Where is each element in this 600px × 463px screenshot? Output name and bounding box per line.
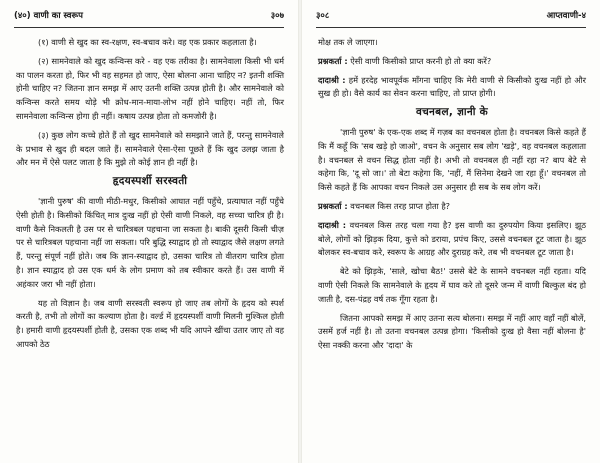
answer-text: हमें हरदेह भावपूर्वक माँगना चाहिए कि मेरी वाणी से किसीको दुःख नहीं हो और सुख ही हो। वैसे कार्य का सेवन करना चाहिए, तो प्राप्त होगी।	[318, 74, 586, 99]
right-header-title: आप्तवाणी-४	[546, 11, 586, 21]
answer	[318, 74, 586, 102]
section-heading: वचनबल, ज्ञानी के	[415, 106, 489, 119]
right-running-header	[316, 10, 586, 24]
question-text: वचनबल किस तरह प्राप्त होता है?	[350, 200, 451, 211]
answer-text: वचनबल किस तरह चला गया है? इस वाणी का दुरुपयोग किया इसलिए। झूठ बोले, लोगों को झिड़क दिया, कुत्ते को डराया, प्रपंच किए, उससे वचनबल टूट जाता है। झूठ बोलकर स्व-बचाव करे, स्वरूप के आग्रह और दुराग्रह करे, तब भी वचनबल टूट जाता है।	[318, 219, 587, 258]
paragraph: (१) वाणी से खुद का स्व-रक्षण, स्व-बचाव करे। वह एक प्रकार कहलाता है।	[38, 37, 257, 47]
paragraph: (३) कुछ लोग कच्चे होते हैं तो खुद सामनेवाले को समझाने जाते हैं, परन्तु सामनेवाले के प्रभाव से खुद ही बदल जाते हैं। सामनेवाले ऐसा-ऐसा पूछते हैं कि खुद उलझ जाता है और मन में ऐसे पलट जाता है कि मुझे तो कोई ज्ञान ही नहीं है।	[16, 129, 284, 168]
answer	[318, 219, 586, 260]
question-text: ऐसी वाणी किसीको प्राप्त करनी हो तो क्या करें?	[350, 55, 492, 66]
question	[318, 55, 586, 69]
right-page-body	[318, 36, 586, 459]
paragraph: 'ज्ञानी पुरुष' की वाणी मीठी-मधुर, किसीको आघात नहीं पहुँचे, प्रत्याघात नहीं पहुँचे ऐसी होती है। किसीको किंचित् मात्र दुःख नहीं हो ऐसी वाणी निकले, वह सच्चा चारित्र ही है। वाणी कैसे निकलती है उस पर से चारित्रबल पहचाना जा सकता है। बाकी दूसरी किसी चीज़ पर से चारित्रबल पहचाना नहीं जा सकता। परि बुद्धि स्याद्वाद हो तो स्याद्वाद जैसे लक्षण लगते हैं, परन्तु संपूर्ण नहीं होते। जब कि ज्ञान-स्याद्वाद हो, उसका चारित्र तो वीतराग चारित्र होता है। ज्ञान स्याद्वाद हो उस एक धर्म के लोग प्रमाण को तब स्वीकार करते हैं। उस वाणी में अहंकार जरा भी नहीं होता।	[16, 195, 284, 289]
section-heading: हृदयस्पर्शी सरस्वती	[112, 175, 188, 188]
left-page	[0, 0, 298, 463]
right-page-number: ३०८	[316, 11, 330, 21]
right-page	[302, 0, 600, 463]
right-header-rule	[316, 27, 586, 28]
left-running-header	[14, 10, 284, 24]
paragraph: मोक्ष तक ले जाएगा।	[318, 37, 378, 47]
questioner-label: प्रश्नकर्ता :	[318, 200, 348, 211]
dadashri-label: दादाश्री :	[318, 219, 346, 230]
dadashri-label: दादाश्री :	[318, 74, 346, 85]
left-page-body	[16, 36, 284, 459]
paragraph: 'ज्ञानी पुरुष' के एक-एक शब्द में गज़ब का वचनबल होता है। वचनबल किसे कहते हैं कि मैं कहूँ कि 'सब खड़े हो जाओ', वचन के अनुसार सब लोग 'खड़े', वह वचनबल कहलाता है। वचनबल से वचन सिद्ध होता नहीं है। अभी तो वचनबल ही नहीं रहा न? बाप बेटे से कहेगा कि, 'दू सो जा।' तो बेटा कहेगा कि, 'नहीं, मैं सिनेमा देखने जा रहा हूँ।' वचनबल तो किसे कहते हैं कि आपका वचन निकले उस अनुसार ही सब के सब लोग करें।	[318, 126, 586, 193]
left-page-number: ३०७	[270, 11, 284, 21]
left-header-rule	[14, 27, 284, 28]
paragraph: जितना आपको समझ में आए उतना सत्य बोलना। समझ में नहीं आए वहाँ नहीं बोलें, उसमें हर्ज नहीं है। तो उतना वचनबल उत्पन्न होगा। 'किसीको दुःख हो वैसा नहीं बोलना है' ऐसा नक्की करना और 'दादा' के	[318, 312, 586, 351]
question	[318, 200, 586, 214]
paragraph: बेटे को झिड़के, 'साले, खोचा बैठ!' उससे बेटे के सामने वचनबल नहीं रहता। यदि वाणी ऐसी निकले कि सामनेवाले के हृदय में घाव करे तो दूसरे जन्म में वाणी बिल्कुल बंद हो जाती है, दस-पंद्रह वर्ष तक गूँगा रहता है।	[318, 266, 586, 304]
questioner-label: प्रश्नकर्ता :	[318, 55, 348, 66]
left-header-title: (४०) वाणी का स्वरूप	[14, 11, 83, 21]
paragraph: (२) सामनेवाले को खुद कन्विन्स करे - वह एक तरीका है। सामनेवाला किसी भी धर्म का पालन करता हो, फिर भी वह सहमत हो जाए, ऐसा बोलना आना चाहिए न? इतनी शक्ति होनी चाहिए न? जितना ज्ञान समझ में आए उतनी शक्ति उत्पन्न होती है। और सामनेवाले को कन्विन्स करते समय थोड़े भी क्रोध-मान-माया-लोभ नहीं होने चाहिए। नहीं तो, फिर सामनेवाला कन्विन्स होगा ही नहीं। कषाय उत्पन्न होता तो कमजोरी है।	[16, 55, 284, 121]
paragraph: यह तो विज्ञान है। जब वाणी सरस्वती स्वरूप हो जाए तब लोगों के हृदय को स्पर्श करती है, तभी तो लोगों का कल्याण होता है। वर्ल्ड में हृदयस्पर्शी वाणी मिलनी मुश्किल होती है। हमारी वाणी हृदयस्पर्शी होती है, उसका एक शब्द भी यदि आपने खींचा उतार जाए तो वह आपको ठेठ	[16, 297, 284, 349]
